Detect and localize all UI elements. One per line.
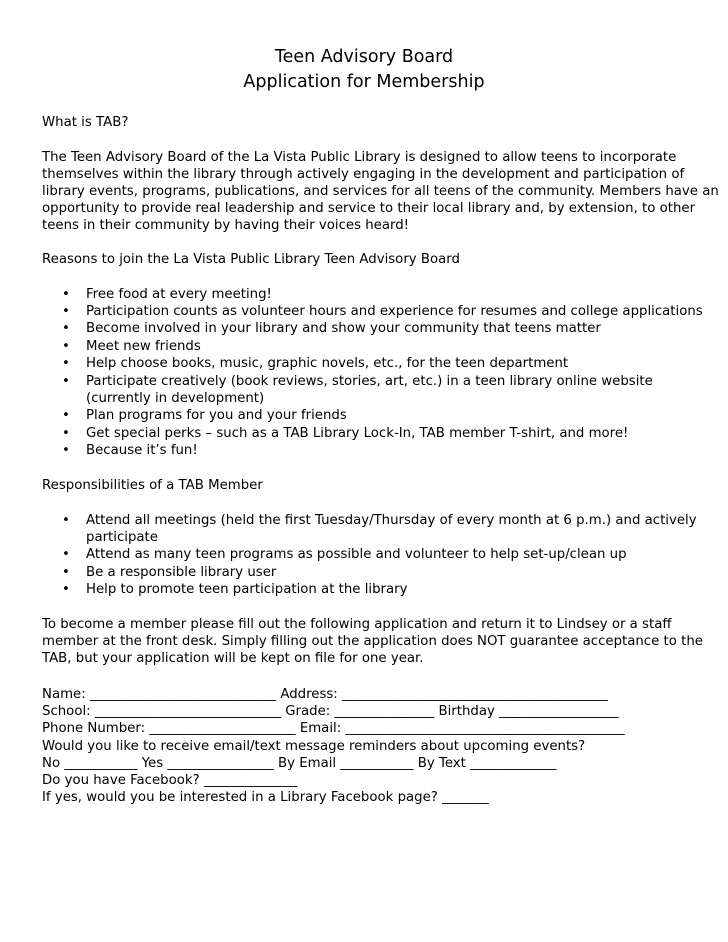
reminders-question: Would you like to receive email/text message reminders about upcoming events? bbox=[42, 739, 586, 754]
yes-label: Yes bbox=[141, 756, 164, 771]
yes-field[interactable]: ________________ bbox=[167, 756, 274, 771]
by-email-field[interactable]: ___________ bbox=[340, 756, 414, 771]
responsibility-item: Attend as many teen programs as possible and volunteer to help set-up/clean up bbox=[86, 547, 627, 562]
bullet: • bbox=[62, 426, 70, 441]
no-field[interactable]: ___________ bbox=[64, 756, 138, 771]
bullet: • bbox=[62, 374, 70, 389]
reason-item-continued: (currently in development) bbox=[86, 391, 265, 406]
name-label: Name: bbox=[42, 687, 86, 702]
email-label: Email: bbox=[299, 721, 342, 736]
reasons-heading: Reasons to join the La Vista Public Library Teen Advisory Board bbox=[42, 252, 460, 267]
reason-item: Become involved in your library and show your community that teens matter bbox=[86, 321, 601, 336]
facebook-page-question: If yes, would you be interested in a Library Facebook page? bbox=[42, 790, 438, 805]
form-row-reminders bbox=[42, 755, 557, 772]
instructions-line: To become a member please fill out the following application and return it to Lindsey or a staff bbox=[42, 617, 672, 632]
form-row-name bbox=[42, 686, 608, 703]
bullet: • bbox=[62, 304, 70, 319]
reason-item: Free food at every meeting! bbox=[86, 287, 272, 302]
grade-field[interactable]: _______________ bbox=[334, 704, 435, 719]
form-row-facebook bbox=[42, 772, 297, 789]
form-row-school bbox=[42, 703, 619, 720]
intro-line: opportunity to provide real leadership and service to their local library and, by extension, to other bbox=[42, 201, 696, 216]
by-text-field[interactable]: _____________ bbox=[470, 756, 557, 771]
bullet: • bbox=[62, 513, 70, 528]
phone-field[interactable]: ______________________ bbox=[149, 721, 296, 736]
intro-line: teens in their community by having their voices heard! bbox=[42, 218, 410, 233]
reason-item: Participation counts as volunteer hours and experience for resumes and college applications bbox=[86, 304, 703, 319]
instructions-line: member at the front desk. Simply filling out the application does NOT guarantee acceptance to the bbox=[42, 634, 703, 649]
birthday-label: Birthday bbox=[438, 704, 495, 719]
reason-item: Participate creatively (book reviews, stories, art, etc.) in a teen library online website bbox=[86, 374, 653, 389]
facebook-field[interactable]: ______________ bbox=[203, 773, 297, 788]
no-label: No bbox=[42, 756, 61, 771]
responsibility-item: Attend all meetings (held the first Tuesday/Thursday of every month at 6 p.m.) and actively bbox=[86, 513, 697, 528]
by-text-label: By Text bbox=[417, 756, 466, 771]
facebook-page-field[interactable]: _______ bbox=[442, 790, 489, 805]
bullet: • bbox=[62, 408, 70, 423]
form-row-phone bbox=[42, 720, 625, 737]
address-field[interactable]: ________________________________________ bbox=[342, 687, 608, 702]
intro-line: themselves within the library through actively engaging in the development and participation of bbox=[42, 167, 685, 182]
address-label: Address: bbox=[280, 687, 338, 702]
reason-item: Get special perks – such as a TAB Library Lock-In, TAB member T-shirt, and more! bbox=[86, 426, 629, 441]
phone-label: Phone Number: bbox=[42, 721, 146, 736]
school-field[interactable]: ____________________________ bbox=[94, 704, 282, 719]
responsibility-item: Help to promote teen participation at the library bbox=[86, 582, 408, 597]
bullet: • bbox=[62, 443, 70, 458]
bullet: • bbox=[62, 339, 70, 354]
responsibility-item: Be a responsible library user bbox=[86, 565, 277, 580]
page-subtitle: Application for Membership bbox=[243, 72, 485, 92]
bullet: • bbox=[62, 582, 70, 597]
by-email-label: By Email bbox=[278, 756, 337, 771]
reason-item: Plan programs for you and your friends bbox=[86, 408, 347, 423]
intro-line: The Teen Advisory Board of the La Vista Public Library is designed to allow teens to incorporate bbox=[42, 150, 677, 165]
intro-heading: What is TAB? bbox=[42, 115, 129, 130]
grade-label: Grade: bbox=[285, 704, 331, 719]
facebook-question: Do you have Facebook? bbox=[42, 773, 200, 788]
intro-line: library events, programs, publications, and services for all teens of the community. Members have an bbox=[42, 184, 719, 199]
responsibilities-heading: Responsibilities of a TAB Member bbox=[42, 478, 263, 493]
form-row-facebook-page bbox=[42, 789, 489, 806]
instructions-line: TAB, but your application will be kept on file for one year. bbox=[42, 651, 424, 666]
bullet: • bbox=[62, 356, 70, 371]
school-label: School: bbox=[42, 704, 91, 719]
email-field[interactable]: __________________________________________ bbox=[345, 721, 625, 736]
bullet: • bbox=[62, 565, 70, 580]
birthday-field[interactable]: __________________ bbox=[499, 704, 619, 719]
bullet: • bbox=[62, 321, 70, 336]
bullet: • bbox=[62, 287, 70, 302]
page-title: Teen Advisory Board bbox=[274, 47, 454, 67]
reason-item: Help choose books, music, graphic novels, etc., for the teen department bbox=[86, 356, 569, 371]
name-field[interactable]: ____________________________ bbox=[89, 687, 277, 702]
bullet: • bbox=[62, 547, 70, 562]
responsibility-item-continued: participate bbox=[86, 530, 158, 545]
reason-item: Because it’s fun! bbox=[86, 443, 198, 458]
reason-item: Meet new friends bbox=[86, 339, 201, 354]
